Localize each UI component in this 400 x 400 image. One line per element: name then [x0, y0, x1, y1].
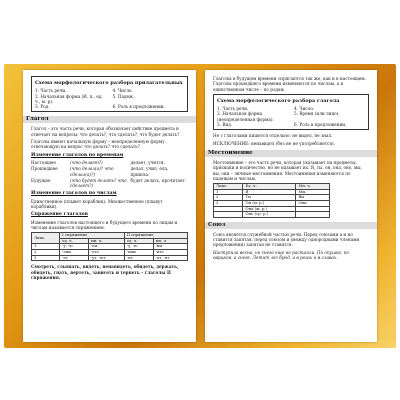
table-cell: -ат, -ят [153, 255, 187, 261]
table-cell: Ты [243, 195, 296, 201]
conjugation-table [31, 232, 188, 261]
verb-parsing-scheme [213, 94, 369, 130]
table-row [214, 212, 330, 218]
pronoun-definition: Местоимение – это часть речи, которая указывает на предметы, признаки и количество, но не называет их. Я, ты, он, она, оно, мы, вы, они – личные местоимения. Местоимения изменяются по падежам и числам. [213, 159, 362, 181]
table-cell: -ете [88, 250, 124, 256]
future-tense-note: Глаголы в будущем времени спрягаются так же, как и в настоящем. Глаголы прошедшего времени изменяются по числам, а в единственном числе – по родам. [213, 76, 366, 92]
scheme-item: 2. Начальная форма (неопределенная форма). [217, 111, 274, 122]
verb-initial-form: Глаголы имеют начальную форму – неопределенную форму, отвечающую на вопрос что делать? что сделать? [31, 139, 166, 150]
tense-row [31, 178, 188, 189]
tense-example: делает, учится. [130, 159, 165, 165]
scheme-item: 6. Роль в предложении. [112, 104, 165, 110]
scheme-item: 2. Начальная форма (И. п., ед. ч., м. р). [35, 93, 103, 104]
table-cell: -ем [88, 244, 124, 250]
table-cell: -ит [124, 255, 153, 261]
scheme-item: 5. Падеж. [112, 93, 135, 99]
table-subheader: мн. ч. [88, 238, 124, 244]
verb-scheme-title: Схема морфологического разбора глагола [217, 97, 340, 104]
table-cell: 1 [32, 244, 60, 250]
section-band-conjunction: Союз [205, 222, 377, 229]
table-cell: 3 [32, 255, 60, 261]
scheme-item: 4. Число. [112, 88, 133, 94]
table-cell: Мы [296, 189, 330, 195]
table-row [32, 255, 188, 261]
scheme-item: 1. Часть речи. [35, 88, 67, 94]
table-subheader: ед. ч. [60, 238, 89, 244]
tense-name: Прошедшее [31, 166, 58, 172]
ne-exception: ИСКЛЮЧЕНИЕ: ненавидел (без не не употребляется). [213, 140, 336, 146]
table-subheader: мн. ч. [153, 238, 187, 244]
number-text: Единственное (плывет кораблик). Множественное (плывут кораблики). [31, 198, 163, 210]
table-header: Лицо [32, 233, 60, 244]
tense-question: (что делал(а)? что сделал(а)?) [70, 166, 114, 177]
section-band-pronoun: Местоимение [205, 150, 377, 157]
tense-row [31, 166, 188, 177]
scheme-item: 1. Часть речи. [217, 106, 249, 112]
table-cell [296, 212, 330, 218]
table-cell [214, 212, 243, 218]
table-cell: Она (ж. р.) [243, 206, 296, 212]
pronoun-table [213, 183, 330, 218]
ne-with-verbs-rule: Не с глаголами пишется отдельно: не видел, не знал. [213, 133, 333, 139]
table-cell: 1 [214, 189, 243, 195]
table-cell: Я [243, 189, 296, 195]
tense-title: Изменение глаголов по временам [31, 152, 124, 158]
table-cell: -у, -ю [60, 244, 89, 250]
number-title: Изменение глаголов по числам [31, 191, 117, 197]
adjective-scheme-items [35, 88, 184, 109]
scheme-item: 4. Число. [294, 106, 315, 112]
tense-question: (что будет делать? что сделает?) [70, 177, 127, 189]
tense-example: делал, учил, ела, пришла. [130, 166, 169, 177]
tense-row [31, 160, 188, 165]
tense-name: Настоящее [31, 159, 56, 165]
verb-scheme-items [217, 106, 365, 127]
table-header: II спряжение [124, 233, 187, 239]
scheme-item: 3. Род. [35, 104, 50, 110]
conjunction-examples: Наступила весна, но снега еще не растаяли. По опушке, по оврагам, а снеге. Летит лес брод, и в рогах и в славах. [213, 249, 349, 260]
scheme-item: 3. Вид. [217, 122, 233, 128]
table-cell: -ет [60, 255, 89, 261]
verb-definition: Глагол – это часть речи, которая обозначает действие предмета и отвечает на вопросы: что делать?, что сделать?, что будет делать? [31, 126, 180, 137]
conjugation-title: Спряжение глаголов [31, 212, 88, 218]
table-header: Ед. ч. [243, 184, 296, 190]
left-page [23, 70, 196, 342]
table-cell: 3 [214, 200, 243, 206]
table-cell: 2 [214, 195, 243, 201]
conjugation-text: Изменение глаголов настоящего и будущего времени по лицам и числам называется спряжением. [31, 219, 178, 230]
table-subheader: ед. ч. [124, 238, 153, 244]
scheme-item: 6. Роль в предложении. [294, 122, 347, 128]
table-header: I спряжение [60, 233, 125, 239]
table-header: Мн. ч. [296, 184, 330, 190]
table-cell: -им [153, 244, 187, 250]
conjunction-definition: Союз является служебной частью речи. Перед союзами а и но ставится запятая, перед союзом и (между однородными членами предложения) запятая не ставится. [213, 231, 360, 248]
right-page [205, 70, 377, 342]
table-cell: -ите [153, 250, 187, 256]
scheme-item: 5. Время (или лицо). [294, 111, 340, 117]
table-cell: Оно (ср. р.) [243, 212, 296, 218]
tense-question: (что делает?) [70, 159, 103, 165]
tense-example: будет делать, прочитает. [130, 177, 187, 183]
table-cell: Вы [296, 195, 330, 201]
adjective-parsing-scheme [31, 76, 188, 112]
adjective-scheme-title: Схема морфологического разбора прилагательных [35, 80, 183, 86]
table-cell: Он (м. р.) [243, 200, 296, 206]
table-header: Лицо [214, 184, 243, 190]
table-cell: -ешь [60, 250, 89, 256]
table-cell: Они [296, 200, 330, 206]
section-band-verb: Глагол [23, 116, 196, 123]
table-cell: -ишь [124, 250, 153, 256]
table-cell: -ут, -ют [88, 255, 124, 261]
table-cell: 2 [32, 250, 60, 256]
table-cell: -у, -ю [124, 244, 153, 250]
conjugation-exceptions: Смотреть, слышать, видеть, ненавидеть, обидеть, держать, обидеть, гнать, вертеть, зависеть и терпеть – глаголы II спряжения. [31, 264, 179, 280]
tense-name: Будущее [31, 177, 51, 183]
